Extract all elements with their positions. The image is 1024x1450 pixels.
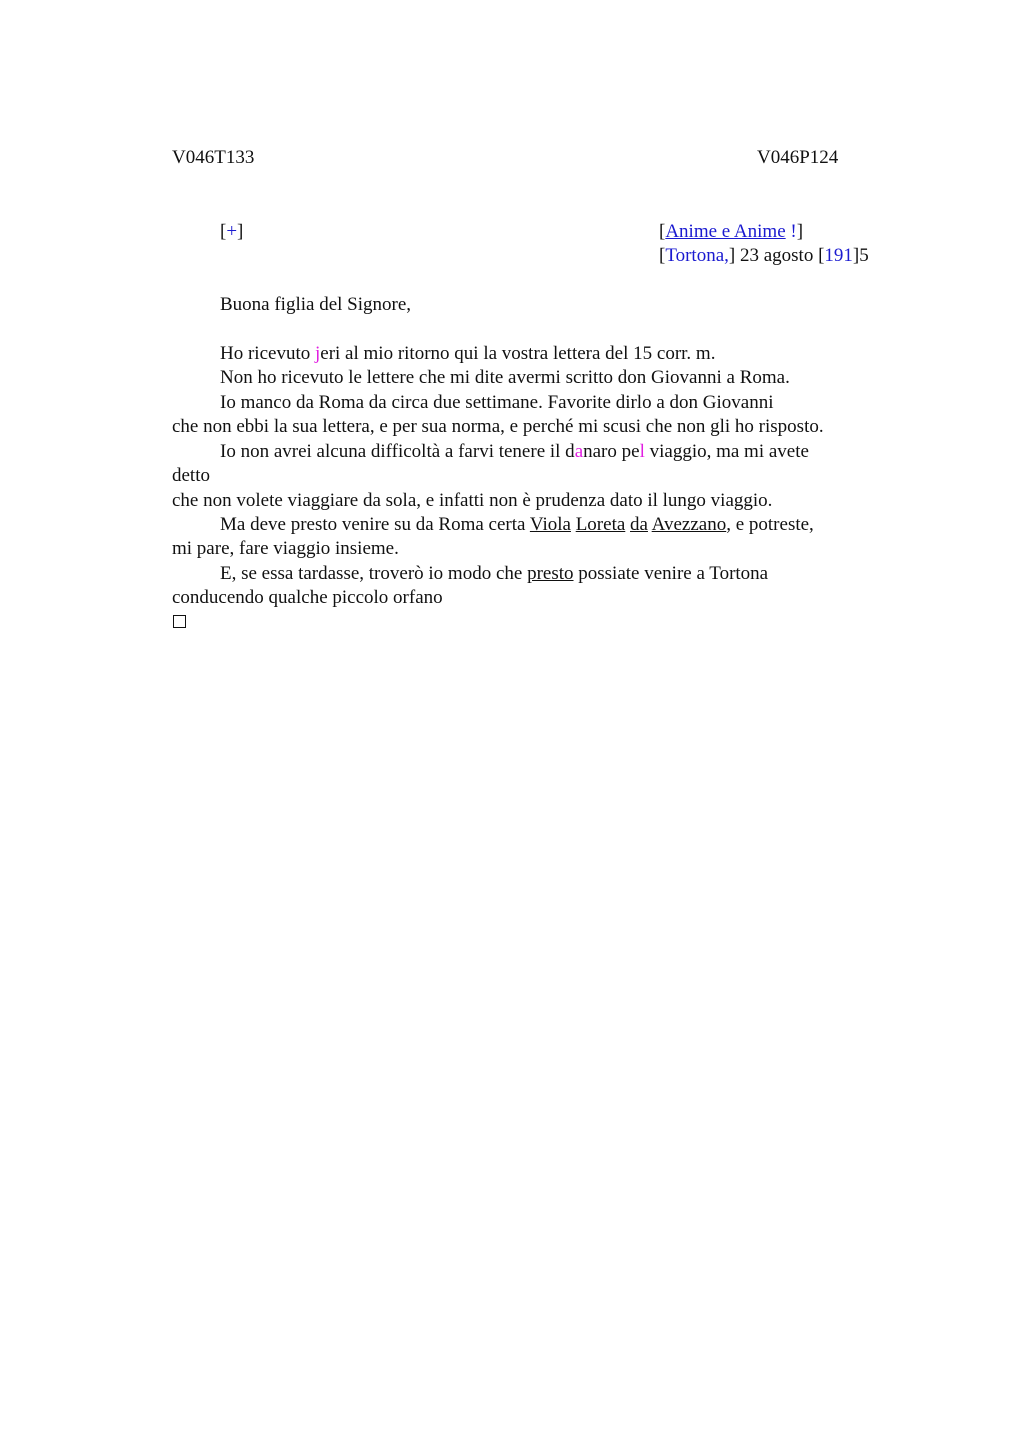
salutation: Buona figlia del Signore, — [220, 294, 412, 315]
end-square-icon — [173, 615, 186, 628]
body-line-7: che non volete viaggiare da sola, e infatti non è prudenza dato il lungo viaggio. — [172, 490, 773, 511]
bracket-open: [ — [818, 245, 825, 266]
underlined-word-presto: presto — [527, 563, 574, 584]
bracket-open: [ — [659, 221, 666, 242]
correction-letter: l — [639, 441, 645, 462]
bracket-close: ] — [852, 245, 860, 266]
expand-marker — [220, 220, 243, 244]
body-line-1 — [220, 342, 715, 366]
body-line-10 — [220, 562, 768, 586]
body-line-9: mi pare, fare viaggio insieme. — [172, 538, 399, 559]
body-line-4: che non ebbi la sua lettera, e per sua norma, e perché mi scusi che non gli ho risposto. — [172, 416, 824, 437]
text-run: E, se essa tardasse, troverò io modo che — [220, 563, 528, 584]
place-name: Tortona, — [665, 245, 729, 266]
document-code-text: V046T133 — [172, 147, 255, 168]
text-run: naro pe — [583, 441, 640, 462]
body-line-5 — [220, 440, 809, 464]
bracket-close: ] — [728, 245, 736, 266]
correction-letter: a — [574, 441, 584, 462]
text-run: viaggio, ma mi avete — [644, 441, 809, 462]
body-line-8 — [220, 513, 814, 537]
bracket-close: ] — [796, 221, 804, 242]
bracket-close: ] — [237, 221, 244, 242]
date-text: 23 agosto — [735, 245, 819, 266]
text-run: eri al mio ritorno qui la vostra lettera del 15 corr. m. — [320, 343, 716, 364]
document-code-left — [172, 146, 254, 170]
underlined-name-viola: Viola — [529, 514, 571, 535]
underlined-word-da: da — [630, 514, 648, 535]
motto-exclamation: ! — [790, 221, 797, 242]
bracket-open: [ — [220, 221, 227, 242]
document-code-right — [757, 146, 838, 170]
text-run: possiate venire a Tortona — [573, 563, 769, 584]
text-run: , e potreste, — [726, 514, 814, 535]
motto-line — [659, 220, 803, 244]
underlined-place-avezzano: Avezzano — [651, 514, 727, 535]
year-suffix: 5 — [859, 245, 869, 266]
correction-letter: j — [314, 343, 321, 364]
body-line-11: conducendo qualche piccolo orfano — [172, 587, 443, 608]
page-code-text: V046P124 — [757, 147, 839, 168]
body-line-2: Non ho ricevuto le lettere che mi dite avermi scritto don Giovanni a Roma. — [220, 367, 790, 388]
body-line-3: Io manco da Roma da circa due settimane. Favorite dirlo a don Giovanni — [220, 392, 774, 413]
underlined-name-loreta: Loreta — [575, 514, 626, 535]
motto-link[interactable]: Anime e Anime — [665, 221, 786, 242]
text-run: Io non avrei alcuna difficoltà a farvi tenere il d — [220, 441, 575, 462]
expand-plus-link[interactable]: + — [226, 221, 238, 242]
body-line-6: detto — [172, 465, 210, 486]
place-date-line — [659, 244, 869, 268]
text-run: Ma deve presto venire su da Roma certa — [220, 514, 530, 535]
text-run: Ho ricevuto — [220, 343, 315, 364]
year-prefix: 191 — [824, 245, 853, 266]
bracket-open: [ — [659, 245, 666, 266]
